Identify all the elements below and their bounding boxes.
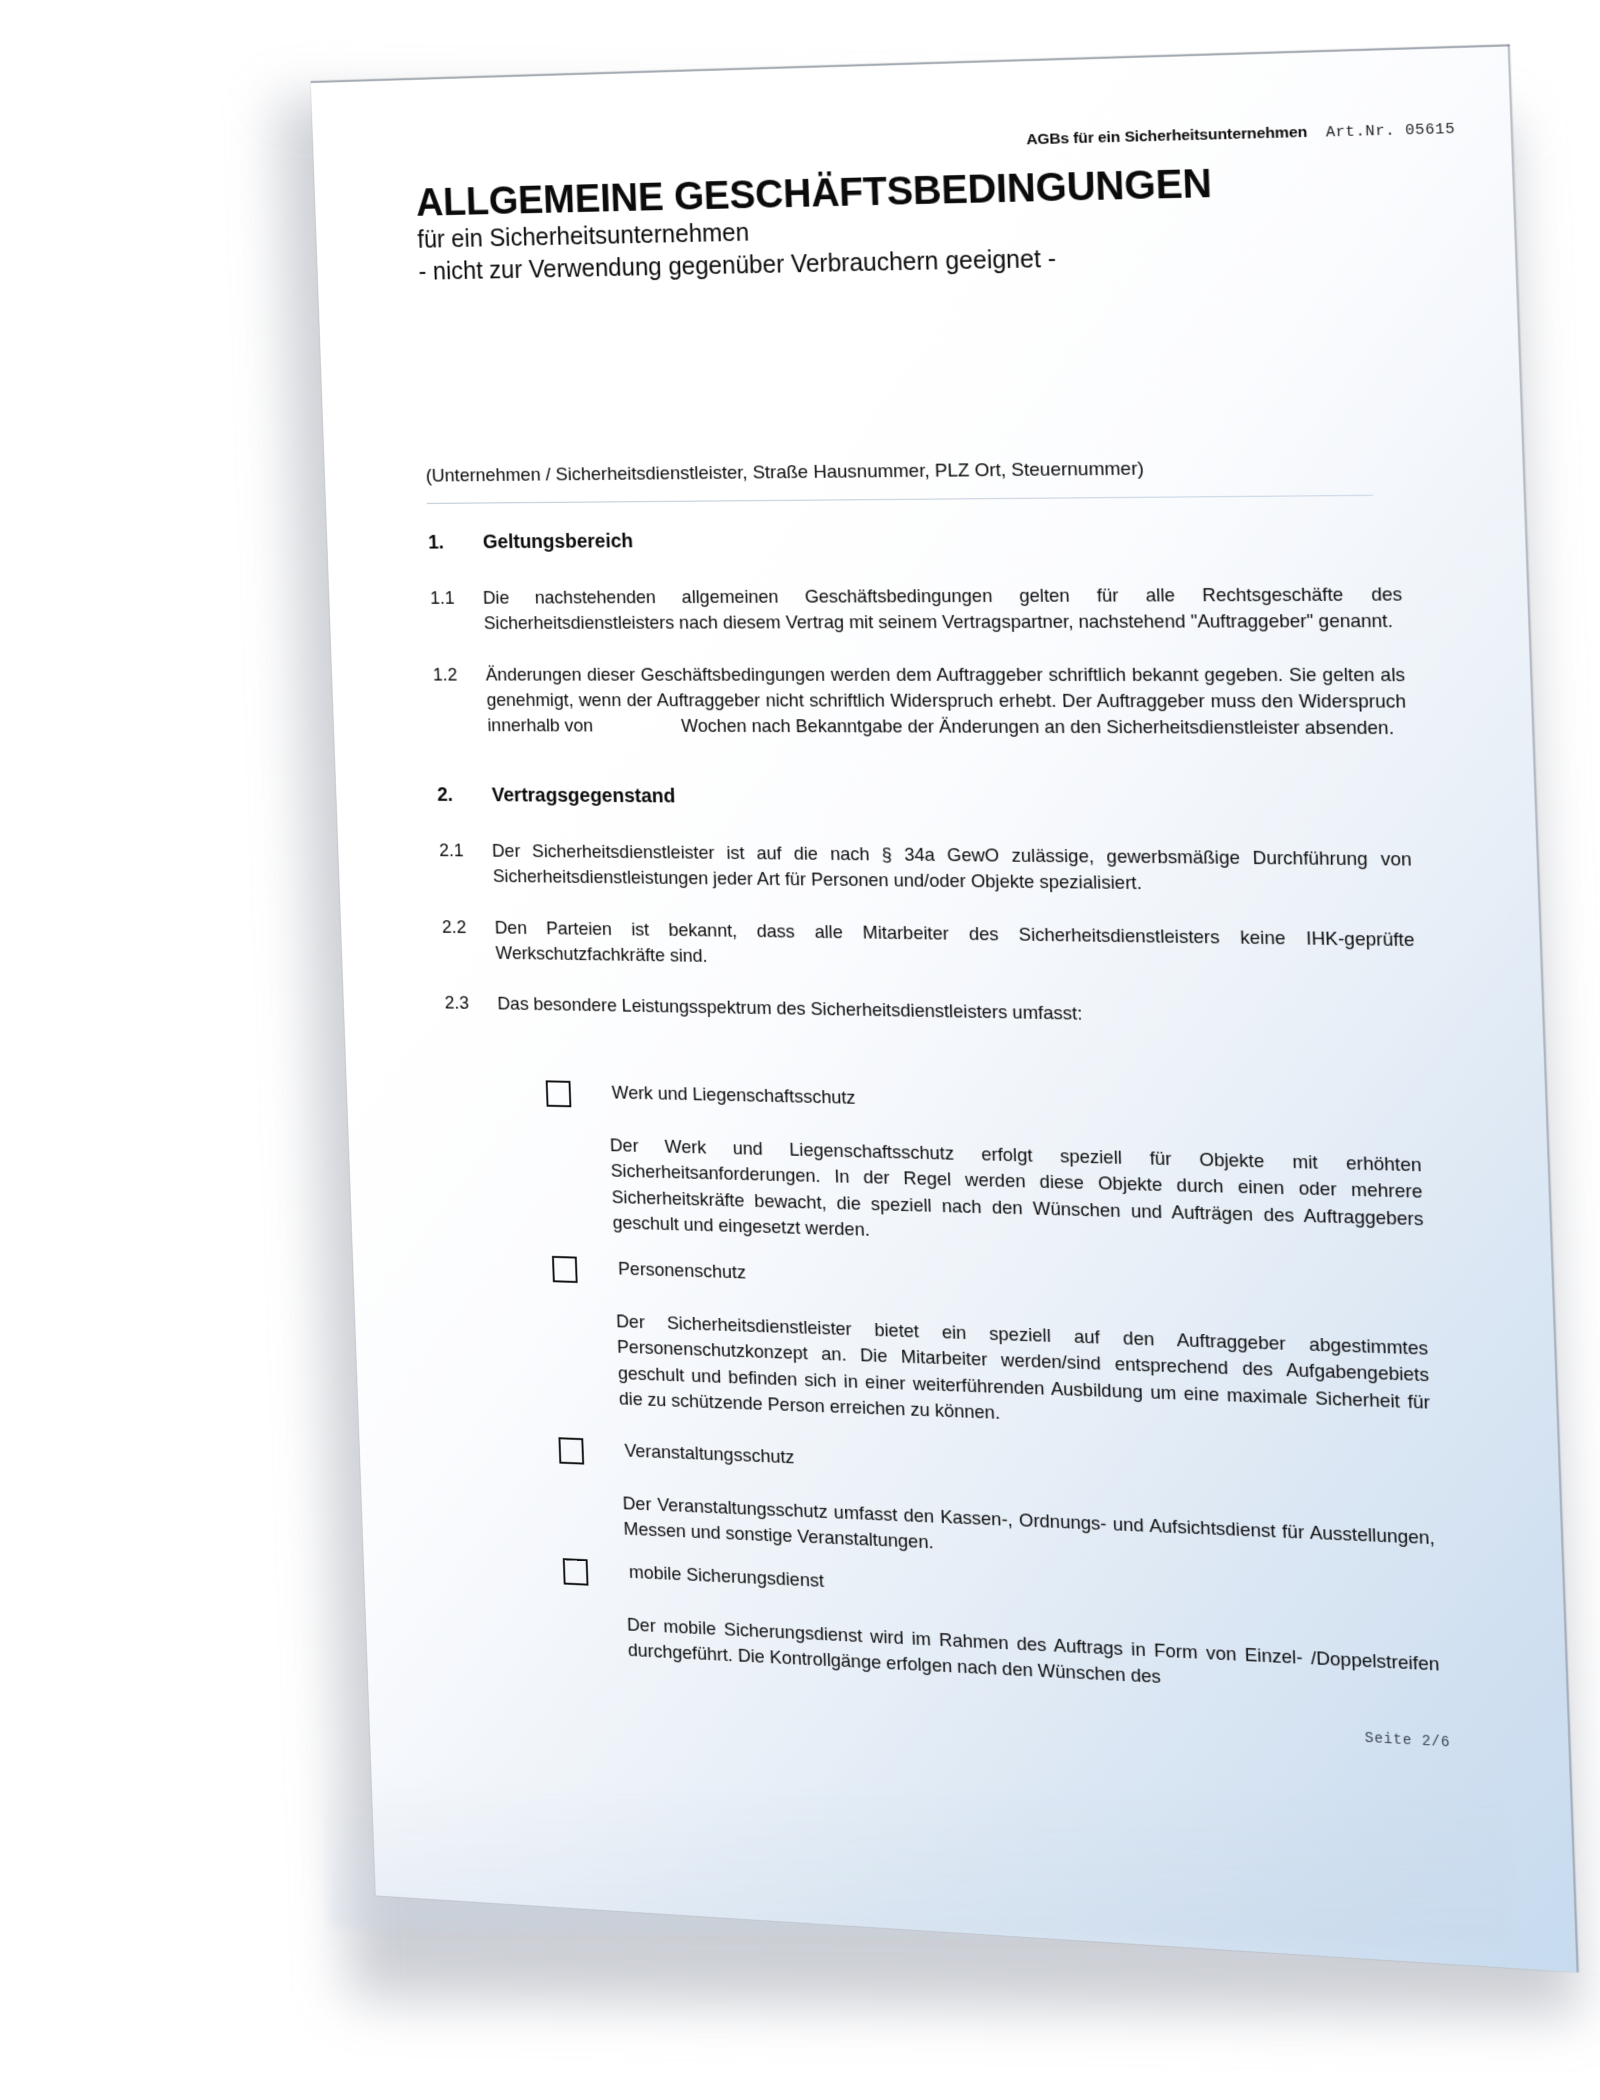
clause-1-2-number: 1.2	[432, 663, 458, 684]
clause-1-2-text-before-gap: Änderungen dieser Geschäftsbedingungen werden dem Auftraggeber schriftlich bekannt gegeben. Sie gelten als genehmigt, wenn der Auftraggeber nicht schriftlich Widerspruch erhebt. Der Auftraggeber muss den Widerspruch innerhalb von	[485, 663, 1407, 736]
clause-2-2	[442, 914, 1416, 980]
clause-1-1-text: Die nachstehenden allgemeinen Geschäftsbedingungen gelten für alle Rechtsgeschäfte des Sicherheitsdienstleisters nach diesem Vertrag mit seinem Vertragspartner, nachstehend "Auftraggeber" genannt.	[482, 583, 1403, 634]
option-3-label: Veranstaltungsschutz	[624, 1439, 795, 1468]
section-2-heading	[437, 784, 1410, 813]
clause-1-2	[433, 661, 1408, 741]
section-geltungsbereich	[428, 525, 1408, 741]
company-placeholder-block	[426, 456, 1373, 504]
checkbox-veranstaltungsschutz[interactable]	[558, 1437, 584, 1464]
checkbox-werk-und-liegenschaftsschutz[interactable]	[546, 1080, 572, 1107]
checkbox-personenschutz[interactable]	[552, 1256, 578, 1283]
clause-1-2-text	[485, 661, 1407, 741]
company-placeholder-text: (Unternehmen / Sicherheitsdienstleister, Straße Hausnummer, PLZ Ort, Steuernummer)	[425, 458, 1145, 487]
page-reflection	[324, 1777, 1511, 1943]
option-personenschutz	[552, 1255, 1431, 1442]
clause-1-1	[430, 581, 1404, 636]
clause-2-1	[439, 838, 1413, 900]
document-page	[311, 44, 1579, 1972]
option-3-head	[558, 1436, 1433, 1499]
option-werk-und-liegenschaftsschutz	[546, 1079, 1425, 1259]
option-4-description: Der mobile Sicherungsdienst wird im Rahmen des Auftrags in Form von Einzel- /Doppelstreifen durchgeführt. Die Kontrollgänge erfolgen nach den Wünschen des	[626, 1613, 1440, 1688]
clause-2-3	[444, 990, 1418, 1033]
option-mobile-sicherungsdienst	[563, 1557, 1441, 1705]
section-1-number: 1.	[427, 531, 445, 554]
clause-2-1-text: Der Sicherheitsdienstleister ist auf die nach § 34a GewO zulässige, gewerbsmäßige Durchführung von Sicherheitsdienstleistungen jeder Art für Personen und/oder Objekte spezialisiert.	[491, 840, 1412, 894]
option-veranstaltungsschutz	[558, 1436, 1436, 1578]
running-header-title: AGBs für ein Sicherheitsunternehmen	[1026, 123, 1308, 149]
option-1-head	[546, 1079, 1420, 1126]
section-1-heading	[428, 525, 1401, 554]
page-subtitle-2: - nicht zur Verwendung gegenüber Verbrauchern geeignet -	[418, 244, 1057, 286]
section-2-number: 2.	[436, 784, 454, 806]
page-title: ALLGEMEINE GESCHÄFTSBEDINGUNGEN	[415, 161, 1213, 225]
clause-2-2-number: 2.2	[441, 915, 467, 937]
section-vertragsgegenstand	[437, 784, 1418, 1033]
option-2-label: Personenschutz	[617, 1257, 747, 1283]
option-2-description: Der Sicherheitsdienstleister bietet ein speziell auf den Auftraggeber abgestimmtes Personenschutzkonzept an. Die Mitarbeiter werden/sind entsprechend des Aufgabengebiets geschult und befinden sich in einer weiterführenden Ausbildung um eine maximale Sicherheit für die zu schützende Person erreichen zu können.	[615, 1310, 1431, 1423]
clause-2-1-number: 2.1	[438, 839, 464, 861]
clause-1-2-text-after-gap: Wochen nach Bekanntgabe der Änderungen an den Sicherheitsdienstleister absenden.	[680, 715, 1395, 739]
option-3-description: Der Veranstaltungsschutz umfasst den Kassen-, Ordnungs- und Aufsichtsdienst für Ausstellungen, Messen und sonstige Veranstaltungen.	[622, 1492, 1436, 1553]
company-divider	[427, 495, 1373, 504]
document-content	[311, 44, 1579, 1972]
clause-2-3-text: Das besondere Leistungsspektrum des Sicherheitsdienstleisters umfasst:	[497, 992, 1083, 1024]
page-number-footer: Seite 2/6	[1364, 1730, 1451, 1752]
page-title-block	[415, 158, 1416, 288]
clause-1-1-number: 1.1	[429, 587, 455, 608]
checkbox-mobile-sicherungsdienst[interactable]	[563, 1558, 589, 1585]
page-subtitle-1: für ein Sicherheitsunternehmen	[416, 218, 750, 254]
clause-2-2-text: Den Parteien ist bekannt, dass alle Mitarbeiter des Sicherheitsdienstleisters keine IHK-geprüfte Werkschutzfachkräfte sind.	[494, 916, 1415, 966]
section-1-title: Geltungsbereich	[482, 530, 634, 554]
option-1-label: Werk und Liegenschaftsschutz	[611, 1081, 856, 1108]
clause-2-3-number: 2.3	[444, 991, 470, 1013]
option-1-description: Der Werk und Liegenschaftsschutz erfolgt speziell für Objekte mit erhöhten Sicherheitsanforderungen. In der Regel werden diese Objekte durch einen oder mehrere Sicherheitskräfte bewacht, die speziell nach den Wünschen und Aufträgen des Auftraggebers geschult und eingesetzt werden.	[609, 1134, 1424, 1240]
document-running-header	[848, 120, 1456, 154]
article-number: Art.Nr. 05615	[1325, 120, 1456, 142]
section-2-title: Vertragsgegenstand	[491, 784, 676, 808]
option-2-head	[552, 1255, 1427, 1310]
option-4-label: mobile Sicherungsdienst	[628, 1561, 825, 1591]
